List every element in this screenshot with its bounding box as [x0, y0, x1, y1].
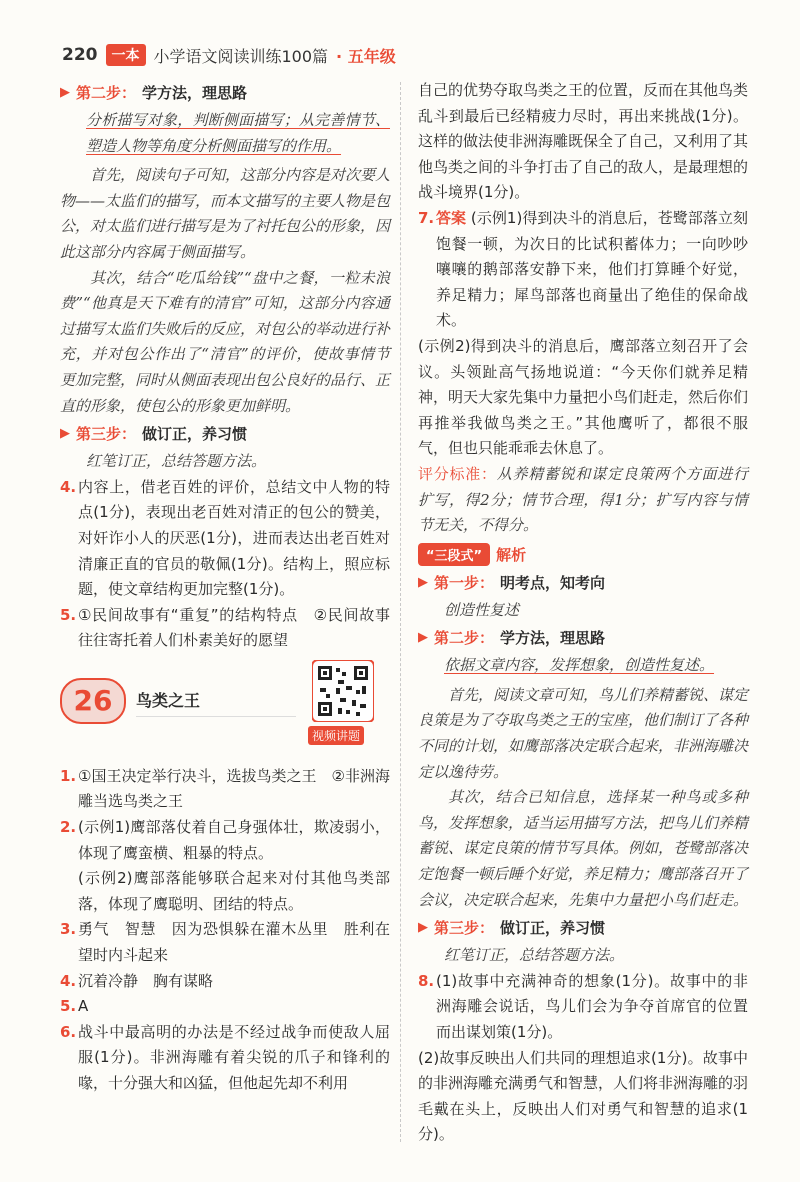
- step2-heading: [60, 80, 390, 106]
- right-column: [418, 78, 748, 1148]
- step-text: 红笔订正，总结答题方法。: [86, 452, 267, 471]
- analysis-paragraph: 其次，结合“吃瓜给钱”“盘中之餐，一粒未浪费”“他真是天下难有的清官”可知，这部分内容通过描写太监们失败后的反应，对包公的举动进行补充，并对包公作出了“清官”的评价，使故事情节更加完整，同时从侧面表现出包公良好的品行、正直的形象，使包公的形象更加鲜明。: [60, 268, 391, 415]
- answer-text: A: [78, 997, 89, 1016]
- answer-number: 4.: [60, 971, 77, 990]
- step-title: 做订正，养习惯: [142, 425, 248, 444]
- answer-example: (示例1)鹰部落仗着自己身强体壮，欺凌弱小，体现了鹰蛮横、粗暴的特点。: [78, 818, 390, 862]
- step-label: 第三步：: [434, 919, 495, 938]
- answer-text: ①民间故事有“重复”的结构特点 ②民间故事往往寄托着人们朴素美好的愿望: [78, 605, 390, 650]
- lesson-header: [60, 660, 390, 760]
- step-title: 做订正，养习惯: [500, 919, 606, 938]
- lesson-title: 鸟类之王: [136, 690, 201, 710]
- answer-example: (示例2)得到决斗的消息后，鹰部落立刻召开了会议。头领趾高气扬地说道：“今天你们就养足精神，明天大家先集中力量把小鸟们赶走，然后你们再推举我做鸟类之王。”其他鹰听了，都很不服气，但也只能乖乖去休息了。: [418, 336, 749, 458]
- analysis-paragraph: 首先，阅读句子可知，这部分内容是对次要人物——太监们的描写，而本文描写的主要人物是包公，对太监们进行描写是为了衬托包公的形象，因此这部分内容属于侧面描写。: [60, 166, 391, 261]
- answer-item: [418, 969, 748, 1046]
- answer-item: [60, 969, 390, 995]
- arrow-icon: ▶: [418, 630, 428, 646]
- answer-text: 勇气 智慧 因为恐惧躲在灌木丛里 胜利在望时内斗起来: [78, 920, 390, 965]
- answer-item: [60, 917, 390, 968]
- left-column: [60, 78, 390, 1097]
- qr-code-icon[interactable]: [312, 660, 374, 722]
- analysis-paragraph: 首先，阅读文章可知，鸟儿们养精蓄锐、谋定良策是为了夺取鸟类之王的宝座，他们制订了各种不同的计划，如鹰部落决定联合起来，非洲海雕决定以逸待劳。: [418, 685, 749, 781]
- page-header: [62, 40, 396, 70]
- step-title: 明考点，知考向: [500, 573, 606, 592]
- answer-continuation: (2)故事反映出人们共同的理想追求(1分)。故事中的非洲海雕充满勇气和智慧，人们将非洲海雕的羽毛戴在头上，反映出人们对勇气和智慧的追求(1分)。: [418, 1048, 749, 1144]
- arrow-icon: ▶: [418, 574, 428, 590]
- answer-number: 6.: [60, 1022, 77, 1041]
- step3-heading: [60, 421, 390, 447]
- answer-item: [60, 603, 390, 654]
- step-title: 学方法，理思路: [500, 629, 606, 648]
- answer-tag: 答案: [436, 208, 467, 227]
- answer-number: 3.: [60, 920, 77, 939]
- step-label: 第二步：: [76, 84, 137, 102]
- answer-number: 4.: [60, 477, 77, 496]
- step3-heading: [418, 915, 748, 941]
- answer-text: 内容上，借老百姓的评价，总结文中人物的特点(1分)，表现出老百姓对清正的包公的赞美，对奸诈小人的厌恶(1分)，进而表达出老百姓对清廉正直的官员的敬佩(1分)。结构上，照应标题，使文章结构更加完整(1分)。: [78, 477, 390, 599]
- scoring-label: 评分标准：: [418, 464, 497, 483]
- column-divider: [400, 82, 401, 1142]
- step-label: 第二步：: [434, 629, 495, 648]
- lesson-number: 26: [60, 678, 126, 724]
- answer-number: 7.: [418, 208, 435, 227]
- answer-text: [78, 815, 390, 917]
- page-number: 220: [62, 45, 98, 65]
- answer-text: 战斗中最高明的办法是不经过战争而使敌人屈服(1分)。非洲海雕有着尖锐的爪子和锋利的喙，十分强大和凶猛，但他起先却不利用: [78, 1022, 390, 1092]
- answer-item: [60, 475, 390, 603]
- grade-label: · 五年级: [336, 46, 396, 66]
- answer-text: (1)故事中充满神奇的想象(1分)。故事中的非洲海雕会说话，鸟儿们会为争夺首席官的位置而出谋划策(1分)。: [436, 971, 748, 1041]
- answer-item: [418, 206, 748, 334]
- three-step-banner: [418, 543, 526, 566]
- brand-badge: 一本: [106, 44, 146, 66]
- step-label: 第三步：: [76, 425, 137, 444]
- video-label[interactable]: 视频讲题: [308, 726, 364, 745]
- answer-example: (示例2)鹰部落能够联合起来对付其他鸟类部落，体现了鹰聪明、团结的特点。: [78, 869, 390, 913]
- answer-continuation: 自己的优势夺取鸟类之王的位置，反而在其他鸟类乱斗到最后已经精疲力尽时，再出来挑战(1分)。这样的做法使非洲海雕既保全了自己，又利用了其他鸟类之间的斗争打击了自己的敌人，是最理想的战斗境界(1分)。: [418, 81, 749, 202]
- book-title: 小学语文阅读训练100篇: [153, 46, 329, 66]
- arrow-icon: ▶: [60, 85, 70, 100]
- step-title: 学方法，理思路: [142, 84, 248, 102]
- three-step-suffix: 解析: [496, 545, 527, 564]
- arrow-icon: ▶: [418, 920, 428, 936]
- method-text: 依据文章内容，发挥想象，创造性复述。: [444, 656, 715, 675]
- answer-number: 5.: [60, 997, 77, 1016]
- answer-number: 2.: [60, 818, 77, 837]
- answer-number: 1.: [60, 766, 77, 785]
- analysis-paragraph: 其次，结合已知信息，选择某一种鸟或多种鸟，发挥想象，适当运用描写方法，把鸟儿们养精蓄锐、谋定良策的情节写具体。例如，苍鹭部落决定饱餐一顿后睡个好觉，养足精力；鹰部落召开了会议，决定联合起来，先集中力量把小鸟们赶走。: [418, 788, 749, 909]
- answer-item: [60, 1020, 390, 1097]
- answer-item: [60, 994, 390, 1020]
- scoring-text: 从养精蓄锐和谋定良策两个方面进行扩写，得2分；情节合理，得1分；扩写内容与情节无关，不得分。: [418, 464, 748, 535]
- step-text: 红笔订正，总结答题方法。: [444, 946, 625, 965]
- answer-text: 沉着冷静 胸有谋略: [78, 971, 214, 990]
- answer-text: [436, 206, 748, 334]
- scoring-standard: [418, 462, 748, 539]
- answer-item: [60, 764, 390, 815]
- three-step-label: “三段式”: [418, 543, 490, 566]
- title-rule: [136, 716, 296, 717]
- step-label: 第一步：: [434, 573, 495, 592]
- method-text: 分析描写对象，判断侧面描写；从完善情节、塑造人物等角度分析侧面描写的作用。: [86, 111, 390, 155]
- step1-heading: [418, 570, 748, 596]
- answer-example: (示例1)得到决斗的消息后，苍鹭部落立刻饱餐一顿，为次日的比试积蓄体力；一向吵吵嚷嚷的鹅部落安静下来，他们打算睡个好觉，养足精力；犀鸟部落也商量出了绝佳的保命战术。: [436, 208, 748, 330]
- answer-number: 8.: [418, 971, 435, 990]
- answer-text: ①国王决定举行决斗，选拔鸟类之王 ②非洲海雕当选鸟类之王: [78, 766, 390, 811]
- answer-item: [60, 815, 390, 917]
- step-text: 创造性复述: [444, 600, 520, 619]
- step2-heading: [418, 625, 748, 651]
- arrow-icon: ▶: [60, 426, 70, 442]
- answer-number: 5.: [60, 605, 77, 624]
